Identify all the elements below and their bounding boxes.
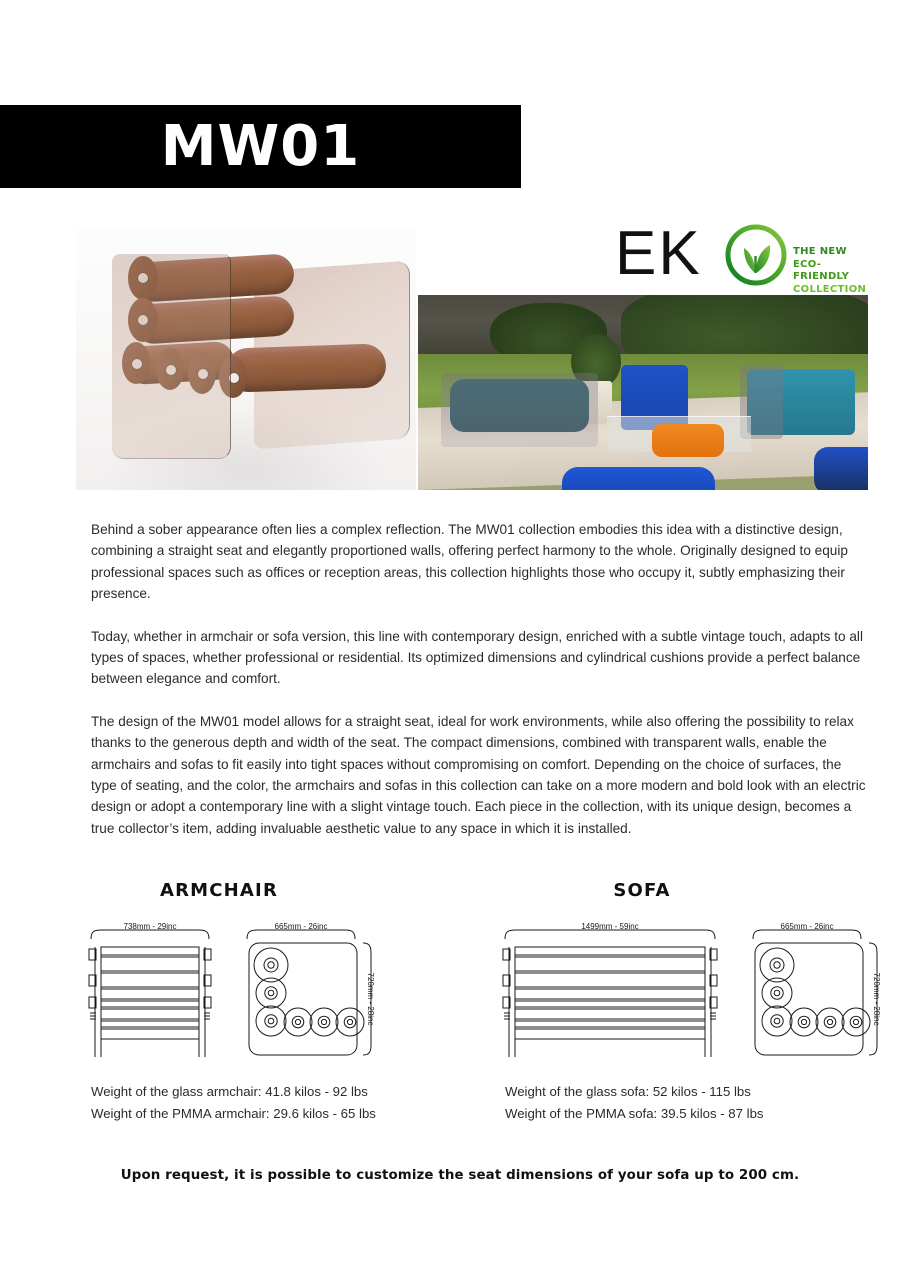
sofa-weights: [460, 1081, 920, 1125]
sofa-front-view-drawing: [495, 917, 727, 1067]
eko-leaf-circle-icon: [724, 223, 788, 287]
eko-tagline-line-1: THE NEW: [793, 246, 847, 257]
armchair-front-width-label: 738mm - 29inc: [123, 922, 177, 931]
outdoor-teal-sofa: [441, 373, 599, 447]
armchair-side-width-label: 665mm - 26inc: [274, 922, 328, 931]
eko-tagline-line-2: ECO-FRIENDLY: [793, 258, 850, 282]
sofa-heading: SOFA: [613, 880, 671, 901]
armchair-weight-pmma: Weight of the PMMA armchair: 29.6 kilos - 65 lbs: [91, 1106, 376, 1121]
armchair-near-glass-panel: [112, 254, 231, 459]
blue-lounger-foreground: [562, 467, 715, 490]
sofa-glass-panel: [441, 373, 599, 447]
sofa-weight-pmma: Weight of the PMMA sofa: 39.5 kilos - 87 lbs: [505, 1106, 764, 1121]
armchair-side-height-label: 720mm - 28inc: [366, 972, 375, 1026]
armchair-drawings: [0, 917, 460, 1067]
armchair-front-view-drawing: [81, 917, 221, 1067]
paragraph-2: Today, whether in armchair or sofa version, this line with contemporary design, enriched with a subtle vintage touch, adapts to all types of spaces, whether professional or residential. Its optimized dimensions and cylindrical cushions provide a perfect balance between elegance and comfort.: [91, 628, 863, 687]
paragraph-3: The design of the MW01 model allows for a straight seat, ideal for work environments, while also offering the possibility to relax thanks to the generous depth and width of the seat. The compact dimensions, combined with transparent walls, enable the armchairs and sofas to fit easily into tight spaces without compromising on comfort. Depending on the choice of surfaces, the type of seating, and the color, the armchairs and sofas in this collection can take on a more modern and bold look with an electric design or adopt a contemporary line with a slight vintage touch. Each piece in the collection, with its unique design, becomes a true collector’s item, adding invaluable aesthetic value to any space in which it is installed.: [91, 713, 866, 836]
armchair-weights: [0, 1081, 460, 1125]
specifications-section: [0, 880, 920, 1125]
page-title: MW01: [160, 113, 361, 179]
eko-logo: [615, 218, 875, 296]
outdoor-lifestyle-photo: [418, 295, 868, 490]
eko-logo-letters: EK: [615, 219, 702, 288]
sofa-drawings: [460, 917, 920, 1067]
sofa-weight-glass: Weight of the glass sofa: 52 kilos - 115 lbs: [505, 1084, 751, 1099]
blue-seat-right: [814, 447, 868, 490]
sofa-front-width-label: 1499mm - 59inc: [581, 922, 639, 931]
armchair-heading: ARMCHAIR: [159, 880, 279, 901]
description-text: [91, 519, 869, 839]
sofa-side-height-label: 720mm - 28inc: [872, 972, 881, 1026]
eko-tagline-line-3: COLLECTION: [793, 283, 867, 295]
sofa-spec-column: [460, 880, 920, 1125]
outdoor-teal-armchair: [747, 369, 855, 435]
armchair-cushion-seat-front: [225, 343, 386, 393]
sofa-side-view-drawing: [745, 917, 885, 1067]
customization-note: Upon request, it is possible to customize the seat dimensions of your sofa up to 200 cm.: [120, 1168, 800, 1183]
sofa-side-width-label: 665mm - 26inc: [780, 922, 834, 931]
armchair-spec-column: [0, 880, 460, 1125]
armchair-product-photo: [76, 228, 416, 490]
orange-seat: [652, 424, 724, 457]
armchair-side-view-drawing: [239, 917, 379, 1067]
armchair-weight-glass: Weight of the glass armchair: 41.8 kilos - 92 lbs: [91, 1084, 368, 1099]
eko-tagline: [793, 246, 875, 296]
title-banner: [0, 105, 521, 188]
paragraph-1: Behind a sober appearance often lies a complex reflection. The MW01 collection embodies this idea with a distinctive design, combining a straight seat and elegantly proportioned walls, offering perfect harmony to the whole. Originally designed to equip professional spaces such as offices or reception areas, this collection highlights those who occupy it, subtly emphasizing their presence.: [91, 522, 848, 602]
